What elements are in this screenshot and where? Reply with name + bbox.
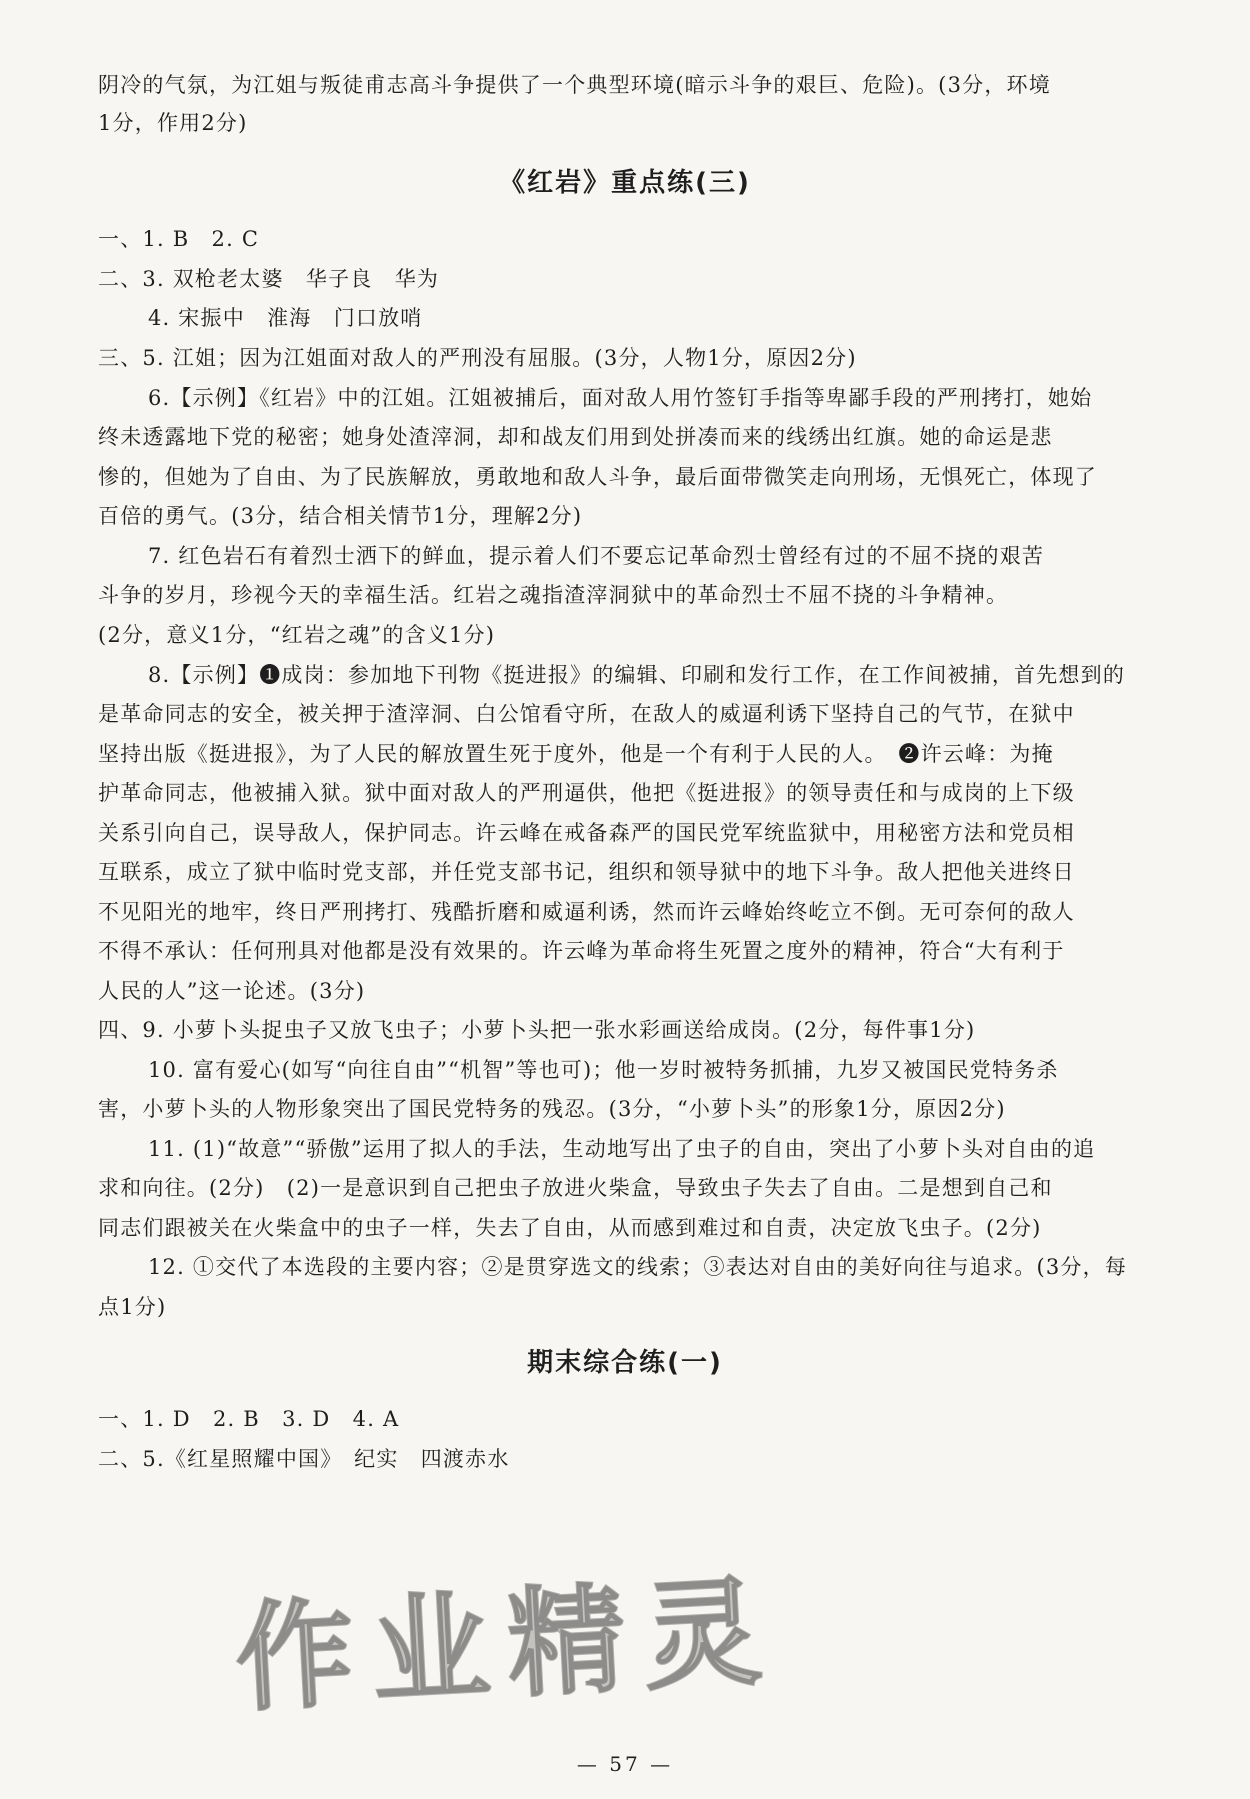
answer-line: 人民的人”这一论述。(3分)	[98, 979, 366, 1003]
answer-line: 关系引向自己，误导敌人，保护同志。许云峰在戒备森严的国民党军统监狱中，用秘密方法和党员相	[98, 821, 1075, 845]
watermark-stamp: 作业精灵	[232, 1561, 783, 1729]
answer-line: 终未透露地下党的秘密；她身处渣滓洞，却和战友们用到处拼凑而来的线绣出红旗。她的命运是悲	[98, 425, 1053, 449]
answer-line: 百倍的勇气。(3分，结合相关情节1分，理解2分)	[98, 504, 583, 528]
answer-line: 求和向往。(2分) (2)一是意识到自己把虫子放进火柴盒，导致虫子失去了自由。二是想到自己和	[98, 1176, 1053, 1200]
answer-line: 害，小萝卜头的人物形象突出了国民党特务的残忍。(3分，“小萝卜头”的形象1分，原因2分)	[98, 1097, 1006, 1121]
answer-line: 是革命同志的安全，被关押于渣滓洞、白公馆看守所，在敌人的威逼利诱下坚持自己的气节，在狱中	[98, 702, 1075, 726]
answer-line: 互联系，成立了狱中临时党支部，并任党支部书记，组织和领导狱中的地下斗争。敌人把他关进终日	[98, 860, 1075, 884]
answer-line: 点1分)	[98, 1295, 167, 1319]
intro-line-1: 阴冷的气氛，为江姐与叛徒甫志高斗争提供了一个典型环境(暗示斗争的艰巨、危险)。(3分，环境	[98, 73, 1051, 97]
answer-line: 四、9. 小萝卜头捉虫子又放飞虫子；小萝卜头把一张水彩画送给成岗。(2分，每件事1分)	[98, 1018, 976, 1042]
answer-line: 不见阳光的地牢，终日严刑拷打、残酷折磨和威逼利诱，然而许云峰始终屹立不倒。无可奈何的敌人	[98, 900, 1075, 924]
answer-line: 惨的，但她为了自由、为了民族解放，勇敢地和敌人斗争，最后面带微笑走向刑场，无惧死亡，体现了	[98, 465, 1097, 489]
answer-line: 4. 宋振中 淮海 门口放哨	[148, 306, 423, 330]
answer-line: 一、1. B 2. C	[98, 227, 260, 251]
section-title-hongyan-3: 《红岩》重点练(三)	[499, 168, 751, 198]
answer-line: 11. (1)“故意”“骄傲”运用了拟人的手法，生动地写出了虫子的自由，突出了小萝卜头对自由的追	[148, 1137, 1096, 1161]
section-title-final-review-1: 期末综合练(一)	[527, 1348, 723, 1378]
answer-line: 斗争的岁月，珍视今天的幸福生活。红岩之魂指渣滓洞狱中的革命烈士不屈不挠的斗争精神。	[98, 583, 1009, 607]
answer-line: 三、5. 江姐；因为江姐面对敌人的严刑没有屈服。(3分，人物1分，原因2分)	[98, 346, 857, 370]
answer-line: 12. ①交代了本选段的主要内容；②是贯穿选文的线索；③表达对自由的美好向往与追求。(3分，每	[148, 1255, 1128, 1279]
answer-line: 二、5.《红星照耀中国》 纪实 四渡赤水	[98, 1447, 510, 1471]
answer-line: 护革命同志，他被捕入狱。狱中面对敌人的严刑逼供，他把《挺进报》的领导责任和与成岗的上下级	[98, 781, 1075, 805]
answer-line: 二、3. 双枪老太婆 华子良 华为	[98, 267, 440, 291]
answer-line: 同志们跟被关在火柴盒中的虫子一样，失去了自由，从而感到难过和自责，决定放飞虫子。(2分)	[98, 1216, 1042, 1240]
page-number: — 57 —	[576, 1752, 674, 1776]
intro-line-2: 1分，作用2分)	[98, 111, 248, 135]
answer-line: 7. 红色岩石有着烈士洒下的鲜血，提示着人们不要忘记革命烈士曾经有过的不屈不挠的艰苦	[148, 544, 1045, 568]
answer-line: 坚持出版《挺进报》，为了人民的解放置生死于度外，他是一个有利于人民的人。 ❷许云峰：为掩	[98, 742, 1054, 766]
answer-line: 不得不承认：任何刑具对他都是没有效果的。许云峰为革命将生死置之度外的精神，符合“大有利于	[98, 939, 1065, 963]
answer-line: 6.【示例】《红岩》中的江姐。江姐被捕后，面对敌人用竹签钉手指等卑鄙手段的严刑拷打，她始	[148, 386, 1093, 410]
answer-line: 8.【示例】❶成岗：参加地下刊物《挺进报》的编辑、印刷和发行工作，在工作间被捕，首先想到的	[148, 663, 1126, 687]
answer-line: 10. 富有爱心(如写“向往自由”“机智”等也可)；他一岁时被特务抓捕，九岁又被国民党特务杀	[148, 1058, 1059, 1082]
answer-line: 一、1. D 2. B 3. D 4. A	[98, 1407, 400, 1431]
answer-line: (2分，意义1分，“红岩之魂”的含义1分)	[98, 623, 496, 647]
